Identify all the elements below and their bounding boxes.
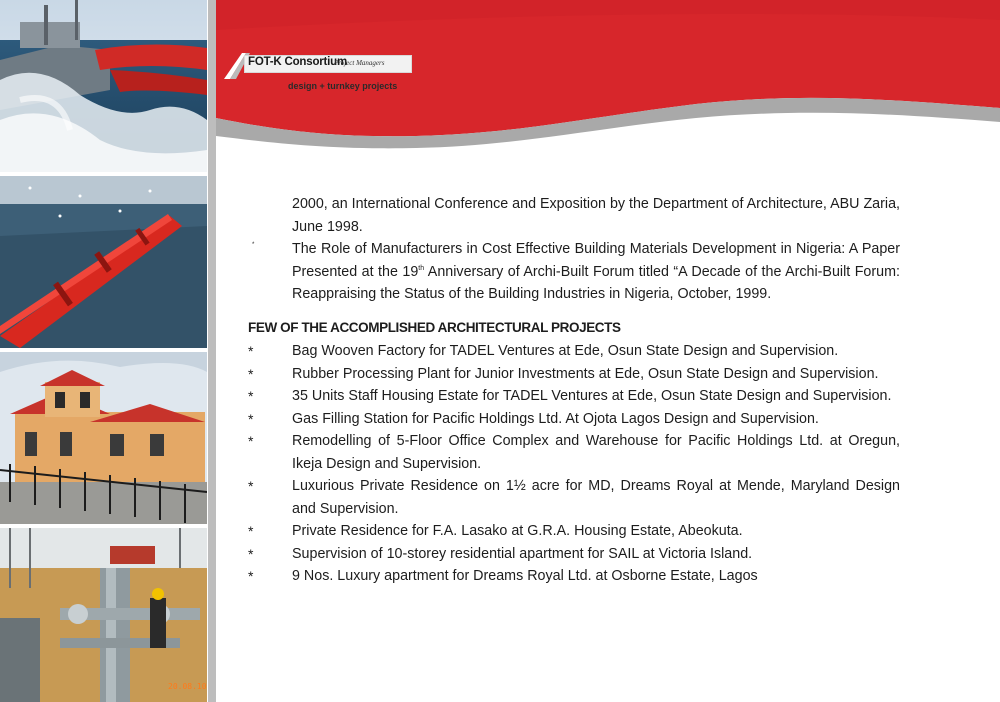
list-item xyxy=(248,565,908,588)
section-heading: FEW OF THE ACCOMPLISHED ARCHITECTURAL PROJECTS xyxy=(248,319,621,335)
bullet-marker: * xyxy=(248,343,254,359)
publication-text-part: Anniversary of Archi-Built Forum titled “A Decade of the Archi-Built Forum: Reappraising the Status of the Building Industries in Nigeria, October, 1999. xyxy=(292,263,900,302)
strip-divider xyxy=(208,0,216,702)
list-item xyxy=(248,520,908,543)
publication-text-part: The Role of Manufacturers in Cost Effective Building Materials Development in Nigeria: A Paper Presented at the 19 xyxy=(292,241,900,280)
bullet-marker: * xyxy=(248,388,254,404)
logo-subtitle: Project Managers xyxy=(334,59,385,67)
logo-company-name: FOT-K Consortium xyxy=(248,56,348,68)
list-item xyxy=(248,363,908,386)
project-text: Supervision of 10-storey residential apartment for SAIL at Victoria Island. xyxy=(292,545,753,562)
company-logo xyxy=(222,51,422,95)
list-item xyxy=(248,430,908,475)
project-text: Gas Filling Station for Pacific Holdings Ltd. At Ojota Lagos Design and Supervision. xyxy=(292,410,819,427)
project-text: 9 Nos. Luxury apartment for Dreams Royal Ltd. at Osborne Estate, Lagos xyxy=(292,568,758,584)
ordinal-suffix: th xyxy=(418,264,425,272)
bullet-marker: * xyxy=(248,568,254,584)
project-list xyxy=(248,340,908,588)
bullet-marker: * xyxy=(248,365,254,382)
logo-tagline: design + turnkey projects xyxy=(288,81,398,91)
bullet-marker: * xyxy=(252,242,255,248)
photo-ship-waves xyxy=(0,0,207,172)
photo-strip xyxy=(0,0,216,702)
publication-text xyxy=(292,238,900,306)
photo-date-stamp: 20.08.10 xyxy=(168,682,207,691)
photo-residence xyxy=(0,352,207,524)
list-item xyxy=(248,340,908,363)
publication-item xyxy=(248,238,908,306)
project-text: Rubber Processing Plant for Junior Investments at Ede, Osun State Design and Supervision. xyxy=(292,365,879,382)
project-text: Remodelling of 5-Floor Office Complex and Warehouse for Pacific Holdings Ltd. at Oregun, Ikeja Design and Supervision. xyxy=(292,433,900,472)
project-text: Bag Wooven Factory for TADEL Ventures at Ede, Osun State Design and Supervision. xyxy=(292,343,839,359)
project-text: Private Residence for F.A. Lasako at G.R.A. Housing Estate, Abeokuta. xyxy=(292,523,743,539)
photo-gas-station xyxy=(0,528,207,702)
project-text: Luxurious Private Residence on 1½ acre for MD, Dreams Royal at Mende, Maryland Design and Supervision. xyxy=(292,478,900,517)
photo-pipeline-sea xyxy=(0,176,207,348)
bullet-marker: * xyxy=(248,523,254,539)
publication-item-continuation xyxy=(248,193,908,238)
bullet-marker: * xyxy=(248,433,254,449)
list-item xyxy=(248,543,908,566)
document-body xyxy=(248,193,908,588)
project-text: 35 Units Staff Housing Estate for TADEL Ventures at Ede, Osun State Design and Supervision. xyxy=(292,388,892,404)
bullet-marker: * xyxy=(248,545,254,562)
list-item xyxy=(248,385,908,408)
bullet-marker: * xyxy=(248,410,254,427)
list-item xyxy=(248,475,908,520)
publication-text: 2000, an International Conference and Exposition by the Department of Architecture, ABU Zaria, June 1998. xyxy=(292,196,900,235)
bullet-marker: * xyxy=(248,478,254,494)
list-item xyxy=(248,408,908,431)
